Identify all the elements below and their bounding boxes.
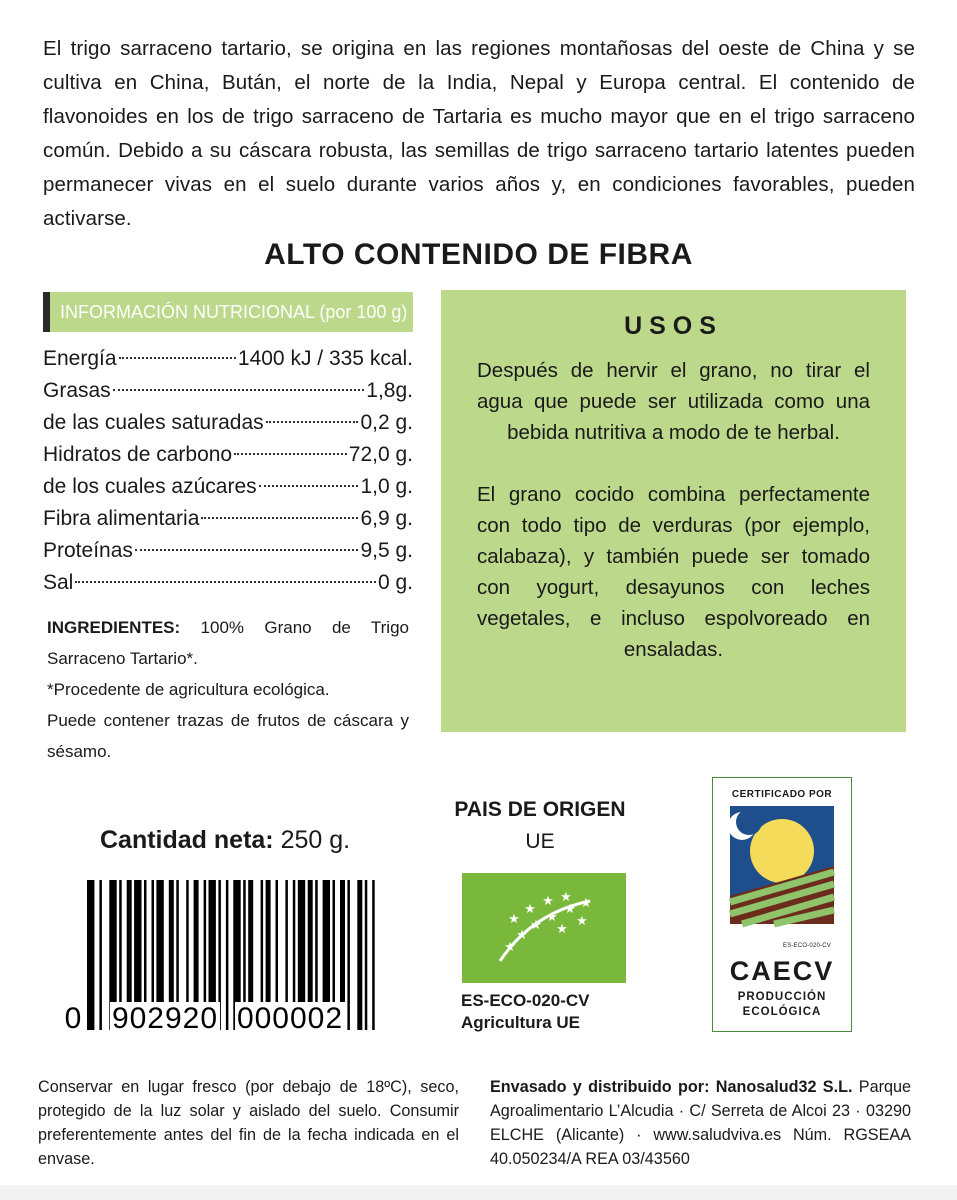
nutrition-value: 9,5 g. [360,539,413,562]
nutrition-row-fiber [43,503,413,535]
barcode-left-digits: 902920 [111,1002,219,1030]
caecv-top-text: CERTIFICADO POR [731,789,833,800]
svg-text:★: ★ [508,912,520,927]
distributor-info [490,1075,911,1171]
nutrition-row-saturated [43,407,413,439]
svg-text:★: ★ [524,902,536,917]
ingredients-text [47,612,409,674]
caecv-sub-line-2: ECOLÓGICA [742,1006,822,1018]
distributor-label: Envasado y distribuido por: Nanosalud32 S.L. [490,1078,853,1096]
nutrition-value: 1400 kJ / 335 kcal. [237,347,413,370]
net-quantity-value: 250 g. [273,826,351,854]
nutrition-row-sugars [43,471,413,503]
caecv-emblem-icon [722,806,842,938]
nutrition-label: Hidratos de carbono [43,443,233,466]
dot-leader [266,421,359,423]
intro-paragraph: El trigo sarraceno tartario, se origina en las regiones montañosas del oeste de China y se cultiva en China, Bután, el norte de la India, Nepal y Europa central. El contenido de flavonoides en los de trigo sarraceno de Tartaria es mucho mayor que en el trigo sarraceno común. Debido a su cáscara robusta, las semillas de trigo sarraceno tartario latentes pueden permanecer vivas en el suelo durante varios años y, en condiciones favorables, pueden activarse. [43,37,915,230]
caecv-sub-line-1: PRODUCCIÓN [737,991,827,1003]
ingredients-list: 100% Grano de Trigo Sarraceno Tartario*. [47,618,409,668]
usos-paragraph-1: Después de hervir el grano, no tirar el agua que puede ser utilizada como una bebida nutritiva a modo de te herbal. [477,359,870,444]
nutrition-label: Grasas [43,379,111,402]
nutrition-row-protein [43,535,413,567]
barcode-right-digits: 000002 [236,1002,344,1030]
nutrition-value: 6,9 g. [360,507,413,530]
usos-paragraph-2: El grano cocido combina perfectamente con todo tipo de verduras (por ejemplo, calabaza), y también puede ser tomado con yogurt, desayunos con leches vegetales, e incluso espolvoreado en ensaladas. [477,483,870,661]
eu-organic-leaf-icon [462,873,626,983]
nutrition-label: Sal [43,571,74,594]
nutrition-label: de los cuales azúcares [43,475,257,498]
dot-leader [119,357,236,359]
eco-code-caption: Agricultura UE [461,1013,581,1032]
nutrition-label: Proteínas [43,539,133,562]
usos-panel [441,290,906,732]
svg-text:★: ★ [516,928,528,943]
net-quantity-label: Cantidad neta: [100,826,274,854]
bottom-band [0,1185,957,1200]
ingredients-label: INGREDIENTES: [47,618,181,637]
barcode-first-digit: 0 [64,1002,82,1030]
svg-text:★: ★ [546,910,558,925]
svg-text:★: ★ [542,894,554,909]
nutrition-table [43,343,413,599]
caecv-subtitle [713,990,851,1020]
caecv-certification-logo [712,777,852,1032]
allergen-note: Puede contener trazas de frutos de cáscara y sésamo. [47,711,409,761]
nutrition-label: Fibra alimentaria [43,507,200,530]
usos-title: USOS [624,312,723,340]
svg-text:★: ★ [504,940,516,955]
caecv-small-code: ES-ECO-020-CV [783,943,831,949]
svg-text:★: ★ [556,922,568,937]
nutrition-label: de las cuales saturadas [43,411,264,434]
dot-leader [234,453,347,455]
svg-text:★: ★ [580,896,592,911]
main-title: ALTO CONTENIDO DE FIBRA [264,238,693,271]
eco-code-number: ES-ECO-020-CV [461,991,590,1010]
dot-leader [113,389,365,391]
distributor-address: Parque Agroalimentario L’Alcudia · C/ Serreta de Alcoi 23 · 03290 ELCHE (Alicante) · www.saludviva.es Núm. RGSEAA 40.050234/A REA 03/43560 [490,1078,911,1168]
barcode-graphic [63,880,393,1030]
nutrition-value: 1,8g. [366,379,413,402]
origin-value: UE [525,830,555,853]
svg-text:★: ★ [560,890,572,905]
nutrition-header: INFORMACIÓN NUTRICIONAL (por 100 g) [43,292,413,332]
net-quantity [100,826,350,855]
barcode [63,880,393,1030]
nutrition-row-energy [43,343,413,375]
origin-label: PAIS DE ORIGEN [454,798,626,821]
nutrition-value: 0,2 g. [360,411,413,434]
svg-text:★: ★ [530,918,542,933]
nutrition-row-salt [43,567,413,599]
nutrition-row-carbs [43,439,413,471]
organic-note: *Procedente de agricultura ecológica. [47,680,330,699]
nutrition-value: 72,0 g. [348,443,413,466]
nutrition-value: 1,0 g. [360,475,413,498]
dot-leader [75,581,376,583]
nutrition-label: Energía [43,347,117,370]
svg-text:★: ★ [576,914,588,929]
nutrition-row-fat [43,375,413,407]
caecv-name: CAECV [729,956,835,986]
dot-leader [259,485,359,487]
dot-leader [201,517,358,519]
ingredients-block [47,612,409,767]
storage-instructions: Conservar en lugar fresco (por debajo de 18ºC), seco, protegido de la luz solar y aislado del suelo. Consumir preferentemente antes del fin de la fecha indicada en el envase. [38,1078,459,1168]
nutrition-value: 0 g. [377,571,413,594]
dot-leader [135,549,359,551]
svg-text:★: ★ [564,902,576,917]
eu-organic-code [461,990,589,1034]
